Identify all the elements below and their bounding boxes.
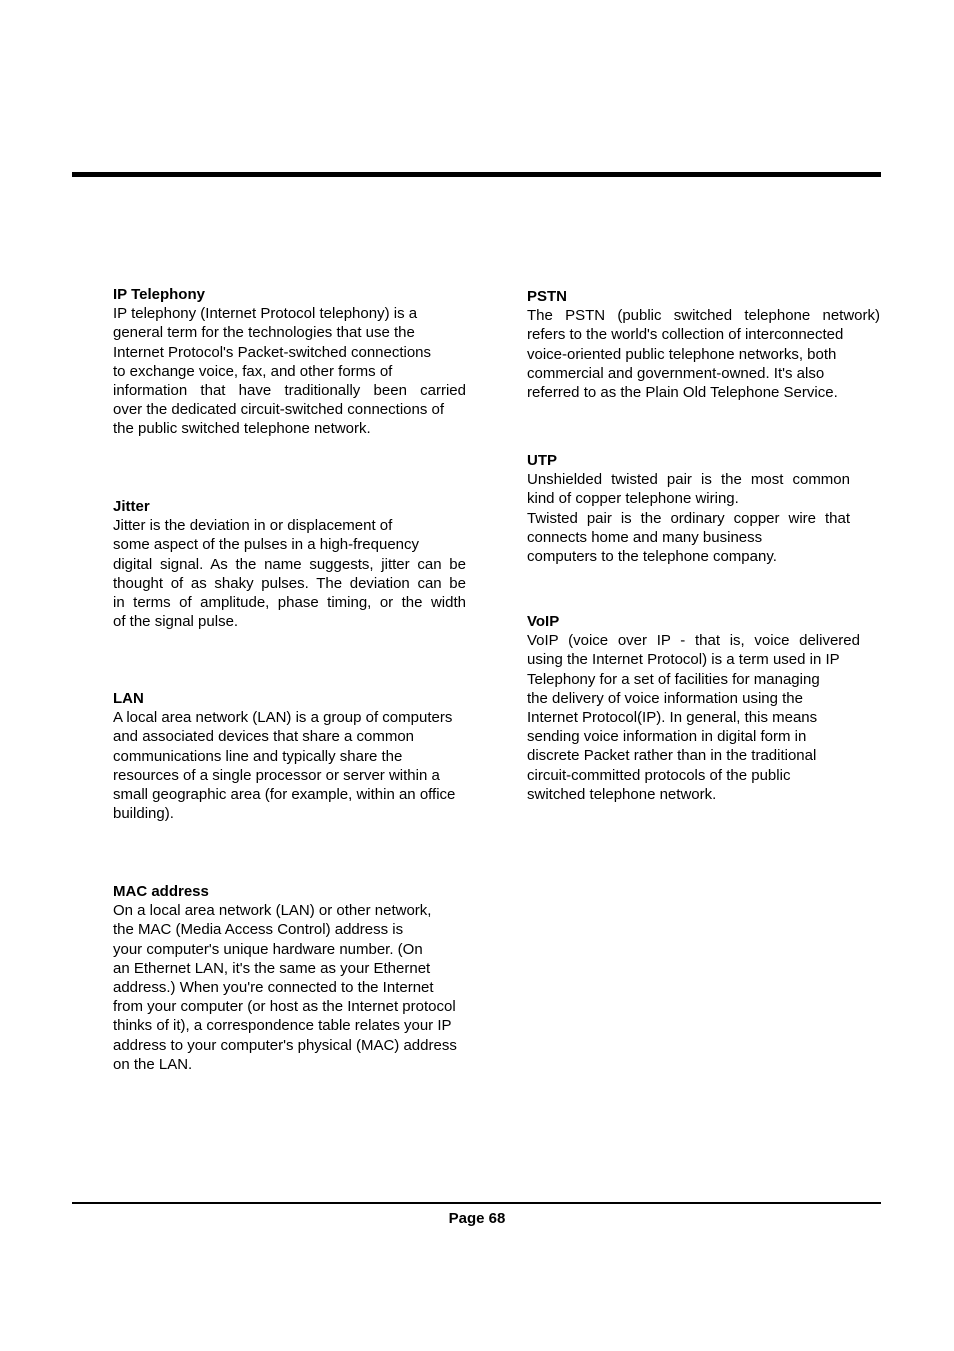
glossary-entry-utp [527, 451, 850, 566]
definition-line: A local area network (LAN) is a group of computers [113, 709, 453, 727]
definition-line: switched telephone network. [527, 785, 717, 803]
definition-line: small geographic area (for example, within an office [113, 786, 456, 804]
definition-line: thought of as shaky pulses. The deviation can be [113, 574, 466, 592]
definition-line: sending voice information in digital form in [527, 728, 807, 746]
definition-line: voice-oriented public telephone networks, both [527, 345, 837, 363]
definition-line: communications line and typically share the [113, 747, 403, 765]
definition-line: on the LAN. [113, 1055, 193, 1073]
definition-line: connects home and many business [527, 528, 763, 546]
definition-line: your computer's unique hardware number. (On [113, 940, 423, 958]
definition-line: digital signal. As the name suggests, jitter can be [113, 555, 466, 573]
glossary-entry-mac-address [113, 882, 483, 1074]
glossary-term: LAN [113, 690, 144, 707]
definition-line: address.) When you're connected to the Internet [113, 979, 434, 997]
definition-line: information that have traditionally been carried [113, 382, 466, 400]
definition-line: from your computer (or host as the Internet protocol [113, 998, 456, 1016]
definition-line: VoIP (voice over IP - that is, voice delivered [527, 632, 860, 650]
definition-line: building). [113, 805, 174, 823]
glossary-entry-voip [527, 612, 860, 804]
definition-line: The PSTN (public switched telephone network) [527, 307, 880, 325]
glossary-entry-pstn [527, 287, 880, 402]
definition-line: discrete Packet rather than in the traditional [527, 747, 817, 765]
definition-line: On a local area network (LAN) or other network, [113, 902, 432, 920]
definition-line: Telephony for a set of facilities for managing [527, 670, 820, 688]
definition-line: in terms of amplitude, phase timing, or the width [113, 594, 466, 612]
glossary-term: PSTN [527, 288, 568, 305]
definition-line: refers to the world's collection of interconnected [527, 326, 844, 344]
definition-line: using the Internet Protocol) is a term used in IP [527, 651, 840, 669]
glossary-term: VoIP [527, 613, 560, 630]
definition-line: Unshielded twisted pair is the most common [527, 471, 850, 489]
glossary-entry-jitter [113, 497, 466, 631]
definition-line: address to your computer's physical (MAC) address [113, 1036, 457, 1054]
definition-line: over the dedicated circuit-switched connections of [113, 401, 445, 419]
definition-line: general term for the technologies that use the [113, 324, 415, 342]
glossary-term: Jitter [113, 498, 150, 515]
glossary-term: UTP [527, 452, 557, 469]
definition-line: Jitter is the deviation in or displacement of [113, 517, 393, 535]
definition-line: thinks of it), a correspondence table relates your IP [113, 1017, 452, 1035]
definition-line: an Ethernet LAN, it's the same as your Ethernet [113, 959, 431, 977]
glossary-entry-lan [113, 689, 481, 823]
definition-line: to exchange voice, fax, and other forms of [113, 362, 393, 380]
definition-line: commercial and government-owned. It's also [527, 364, 825, 382]
definition-line: circuit-committed protocols of the public [527, 766, 791, 784]
glossary-term: IP Telephony [113, 286, 205, 303]
header-rule [72, 172, 881, 177]
definition-line: and associated devices that share a common [113, 728, 415, 746]
definition-line: the delivery of voice information using the [527, 689, 803, 707]
definition-line: kind of copper telephone wiring. [527, 490, 739, 508]
definition-line: resources of a single processor or server within a [113, 766, 440, 784]
definition-line: computers to the telephone company. [527, 548, 777, 566]
definition-line: some aspect of the pulses in a high-frequency [113, 536, 420, 554]
definition-line: the public switched telephone network. [113, 420, 371, 438]
definition-line: of the signal pulse. [113, 613, 239, 631]
definition-line: referred to as the Plain Old Telephone Service. [527, 384, 838, 402]
definition-line: Internet Protocol(IP). In general, this means [527, 709, 818, 727]
glossary-term: MAC address [113, 883, 209, 900]
definition-line: the MAC (Media Access Control) address is [113, 921, 404, 939]
glossary-entry-ip-telephony [113, 285, 466, 439]
page-number: Page 68 [448, 1210, 506, 1227]
footer-rule [72, 1202, 881, 1204]
definition-line: Internet Protocol's Packet-switched connections [113, 343, 432, 361]
definition-line: Twisted pair is the ordinary copper wire that [527, 509, 850, 527]
definition-line: IP telephony (Internet Protocol telephony) is a [113, 305, 418, 323]
